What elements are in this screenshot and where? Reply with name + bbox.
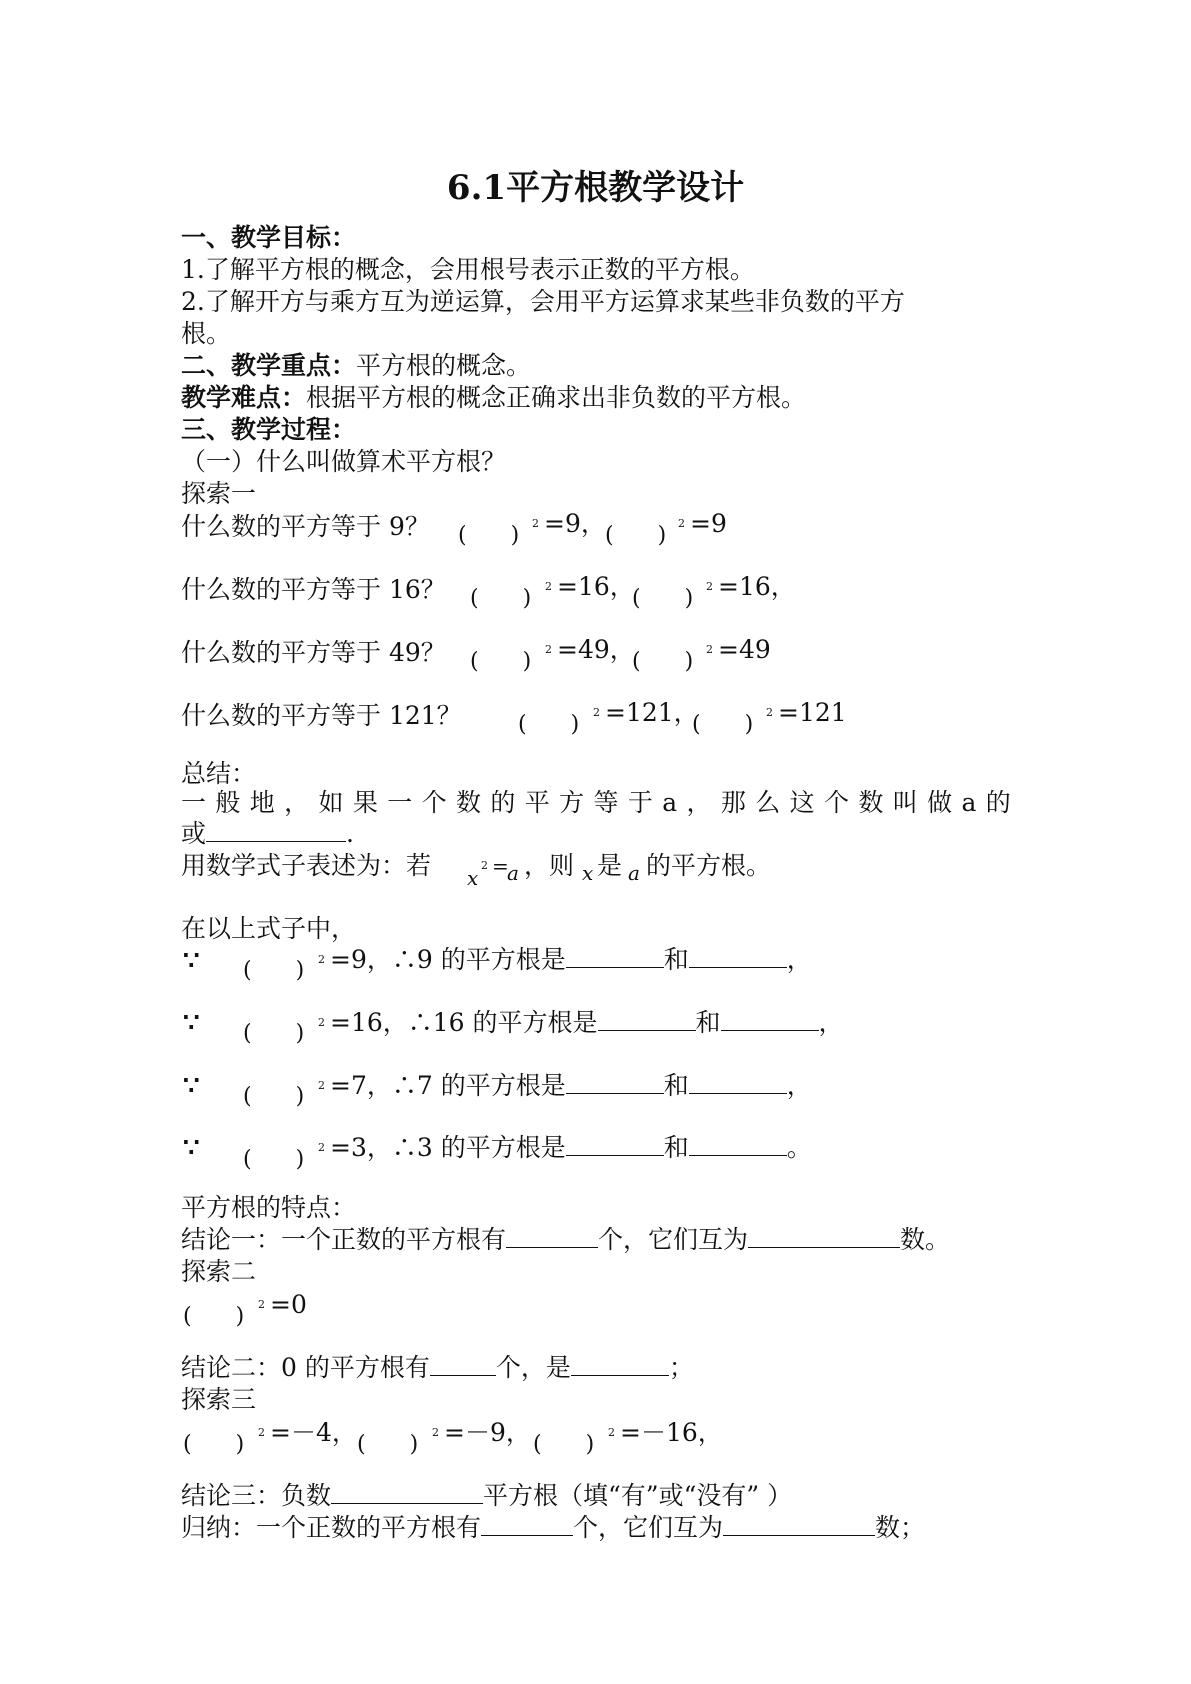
answer-blank[interactable] [506,1225,598,1248]
answer-blank[interactable] [689,1133,787,1156]
definition-char: 数 [858,788,884,817]
answer-blank[interactable] [748,1225,900,1248]
answer-blank[interactable] [481,1513,573,1536]
blank-paren: ( ) [632,586,694,611]
explore-3-equation: =－4， [270,1418,357,1447]
question-121: 什么数的平方等于 121？ [181,701,462,730]
and-word: 和 [663,1133,689,1162]
definition-char: a [662,788,678,817]
induction [181,1512,925,1544]
square-exponent: 2 [678,517,685,530]
explore-2-label: 探索二 [181,1257,257,1286]
blank-paren: ( ) [183,1304,245,1329]
section-1-title: （一）什么叫做算术平方根？ [181,447,507,476]
and-word: 和 [663,1071,689,1100]
because-symbol: ∵ [183,946,200,976]
because-equation: =9，∴9 的平方根是 [330,945,566,974]
objective-item-2-line2: 根。 [181,319,232,348]
objective-item-1: 1.了解平方根的概念，会用根号表示正数的平方根。 [181,255,755,284]
definition-char: 的 [985,788,1011,817]
row-end: ， [818,1008,844,1037]
features-heading: 平方根的特点： [181,1193,357,1222]
definition-char: 这 [789,788,815,817]
row-end: ， [786,945,812,974]
formula-suffix: 的平方根。 [646,851,772,880]
answer-blank[interactable] [206,819,346,842]
and-word: 和 [695,1008,721,1037]
blank-paren: ( ) [243,1021,305,1046]
conclusion-3 [181,1480,792,1512]
difficult-point-text: 根据平方根的概念正确求出非负数的平方根。 [306,383,807,412]
conclusion-text: 平方根（填“有”或“没有” ） [483,1481,793,1510]
square-exponent: 2 [318,953,325,966]
square-exponent: 2 [258,1426,265,1439]
answer-blank[interactable] [566,945,664,968]
answer-blank[interactable] [723,1513,875,1536]
in-above-label: 在以上式子中， [181,914,357,943]
blank-paren: ( ) [605,523,667,548]
conclusion-text: 结论二：0 的平方根有 [181,1353,430,1382]
conclusion-text: ； [668,1353,694,1382]
blank-paren: ( ) [357,1432,419,1457]
conclusion-text: 数。 [900,1225,951,1254]
induction-text: 个，它们互为 [573,1513,724,1542]
square-exponent: 2 [258,1298,265,1311]
formula-var-a2: a [628,861,640,885]
square-exponent: 2 [318,1141,325,1154]
blank-paren: ( ) [692,712,754,737]
equation-result: =16， [718,572,796,601]
equation-result: =49， [557,635,635,664]
equation-result: =9 [690,509,727,538]
definition-char: 的 [490,788,516,817]
square-exponent: 2 [318,1016,325,1029]
conclusion-text: 个，它们互为 [598,1225,749,1254]
blank-paren: ( ) [632,649,694,674]
definition-line-2 [181,818,354,850]
induction-text: 归纳：一个正数的平方根有 [181,1513,482,1542]
definition-char: 果 [352,788,378,817]
formula-equals: = [492,854,509,878]
equation-result: =16， [557,572,635,601]
definition-char: ， [686,788,712,817]
question-49: 什么数的平方等于 49？ [181,638,446,667]
row-end: 。 [786,1133,812,1162]
definition-suffix: . [346,819,354,848]
definition-char: 做 [927,788,953,817]
definition-char: 于 [627,788,653,817]
square-exponent: 2 [481,859,488,872]
formula-var-x2: x [582,861,594,885]
blank-paren: ( ) [243,1084,305,1109]
square-exponent: 2 [706,643,713,656]
blank-paren: ( ) [458,523,520,548]
definition-char: 般 [215,788,241,817]
conclusion-1 [181,1224,950,1256]
answer-blank[interactable] [721,1008,819,1031]
conclusion-text: 结论一：一个正数的平方根有 [181,1225,507,1254]
square-exponent: 2 [593,706,600,719]
answer-blank[interactable] [571,1353,669,1376]
definition-char: 一 [181,788,207,817]
question-16: 什么数的平方等于 16？ [181,575,446,604]
square-exponent: 2 [608,1426,615,1439]
equation-result: =121， [605,698,699,727]
because-row-4 [330,1132,812,1164]
definition-char: 数 [456,788,482,817]
definition-char: 个 [824,788,850,817]
key-point-label: 二、教学重点： [181,351,357,380]
answer-blank[interactable] [689,1071,787,1094]
definition-char: ， [284,788,310,817]
because-symbol: ∵ [183,1133,200,1163]
definition-prefix: 或 [181,819,207,848]
formula-prefix: 用数学式子表述为：若 [181,851,432,880]
blank-paren: ( ) [470,649,532,674]
question-9: 什么数的平方等于 9？ [181,512,430,541]
formula-var-a: a [507,861,519,885]
because-equation: =16，∴16 的平方根是 [330,1008,598,1037]
definition-char: 等 [593,788,619,817]
summary-label: 总结： [181,759,257,788]
blank-paren: ( ) [518,712,580,737]
square-exponent: 2 [706,580,713,593]
formula-is: 是 [597,851,623,880]
because-symbol: ∵ [183,1071,200,1101]
definition-char: 地 [249,788,275,817]
answer-blank[interactable] [566,1133,664,1156]
explore-2-equation: =0 [270,1290,307,1319]
explore-3-label: 探索三 [181,1385,257,1414]
square-exponent: 2 [432,1426,439,1439]
induction-text: 数； [875,1513,926,1542]
blank-paren: ( ) [243,1147,305,1172]
because-equation: =7，∴7 的平方根是 [330,1071,566,1100]
answer-blank[interactable] [566,1071,664,1094]
because-symbol: ∵ [183,1008,200,1038]
definition-char: 个 [421,788,447,817]
formula-var-x: x [467,866,479,890]
answer-blank[interactable] [430,1353,496,1376]
square-exponent: 2 [532,517,539,530]
explore-3-equation: =－16， [620,1418,723,1447]
blank-paren: ( ) [533,1432,595,1457]
conclusion-text: 结论三：负数 [181,1481,332,1510]
definition-char: 一 [387,788,413,817]
equation-result: =9， [544,509,606,538]
square-exponent: 2 [545,580,552,593]
conclusion-2 [181,1352,694,1384]
blank-paren: ( ) [243,958,305,983]
blank-paren: ( ) [183,1432,245,1457]
definition-char: 方 [559,788,585,817]
explore-3-equation: =－9， [444,1418,531,1447]
square-exponent: 2 [545,643,552,656]
explore-1-label: 探索一 [181,479,257,508]
square-exponent: 2 [766,706,773,719]
because-equation: =3，∴3 的平方根是 [330,1133,566,1162]
key-point [181,350,531,382]
because-row-1 [330,944,812,976]
answer-blank[interactable] [689,945,787,968]
because-row-3 [330,1070,812,1102]
equation-result: =49 [718,635,771,664]
answer-blank[interactable] [331,1481,483,1504]
definition-line [181,787,1011,819]
row-end: ， [786,1071,812,1100]
process-heading: 三、教学过程： [181,415,357,444]
definition-char: 叫 [892,788,918,817]
square-exponent: 2 [318,1079,325,1092]
difficult-point-label: 教学难点： [181,383,307,412]
difficult-point [181,382,806,414]
definition-char: 那 [720,788,746,817]
equation-result: =121 [778,698,847,727]
key-point-text: 平方根的概念。 [356,351,532,380]
because-row-2 [330,1007,844,1039]
definition-char: a [961,788,977,817]
definition-char: 如 [318,788,344,817]
formula-mid: ，则 [524,851,575,880]
definition-char: 么 [755,788,781,817]
answer-blank[interactable] [598,1008,696,1031]
objective-item-2-line1: 2.了解开方与乘方互为逆运算，会用平方运算求某些非负数的平方 [181,287,905,316]
objectives-heading: 一、教学目标： [181,223,357,252]
page-title: 6.1平方根教学设计 [446,168,745,208]
definition-char: 平 [524,788,550,817]
and-word: 和 [663,945,689,974]
conclusion-text: 个，是 [495,1353,571,1382]
blank-paren: ( ) [470,586,532,611]
